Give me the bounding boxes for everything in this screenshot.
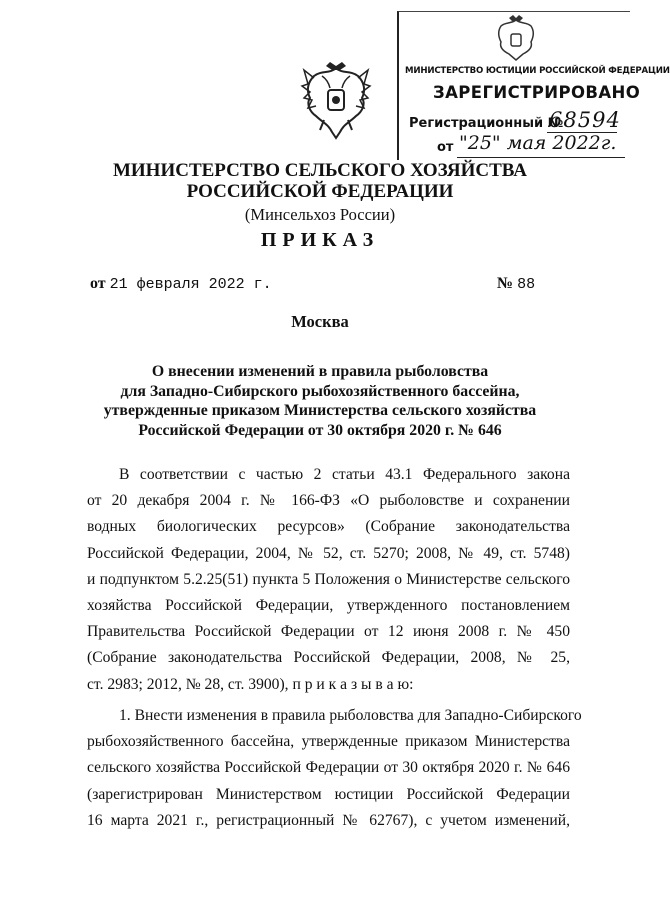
number-value: 88 <box>517 276 536 293</box>
paragraph-line: (зарегистрирован Министерством юстиции Российской Федерации <box>87 785 570 803</box>
paragraph-line: водных биологических ресурсов» (Собрание законодательства <box>87 518 570 536</box>
paragraph-line: 16 марта 2021 г., регистрационный № 62767), с учетом изменений, <box>87 811 570 829</box>
order-date <box>90 275 272 293</box>
order-number <box>497 275 535 293</box>
paragraph-line: Российской Федерации, 2004, № 52, ст. 5270; 2008, № 49, ст. 5748) <box>87 544 570 562</box>
number-prefix: № <box>497 275 514 292</box>
city: Москва <box>291 312 349 331</box>
stamp-date-underline <box>457 157 625 158</box>
stamp-reg-label: Регистрационный № <box>409 116 564 131</box>
stamp-from-label: от <box>437 140 454 155</box>
paragraph-line: хозяйства Российской Федерации, утвержденного постановлением <box>87 596 570 614</box>
paragraph-line: Правительства Российской Федерации от 12 июня 2008 г. № 450 <box>87 623 570 641</box>
paragraph-line: и подпунктом 5.2.25(51) пункта 5 Положения о Министерстве сельского <box>87 570 570 588</box>
stamp-handwritten-date: "25" мая 2022г. <box>459 132 617 154</box>
date-value: 21 февраля 2022 г. <box>109 276 272 293</box>
stamp-emblem-icon <box>493 14 539 62</box>
registration-stamp <box>397 11 670 160</box>
document-type: ПРИКАЗ <box>260 229 380 251</box>
ministry-name <box>0 160 640 202</box>
paragraph-line: (Собрание законодательства Российской Федерации, 2008, № 25, <box>87 649 570 667</box>
ministry-line-2: РОССИЙСКОЙ ФЕДЕРАЦИИ <box>186 181 454 202</box>
paragraph-1 <box>87 462 570 698</box>
subject-line: утвержденные приказом Министерства сельского хозяйства <box>103 402 537 419</box>
ministry-line-1: МИНИСТЕРСТВО СЕЛЬСКОГО ХОЗЯЙСТВА <box>112 160 528 181</box>
paragraph-2 <box>87 703 582 834</box>
paragraph-line: 1. Внести изменения в правила рыболовства для Западно-Сибирского <box>119 707 582 724</box>
paragraph-line: ст. 2983; 2012, № 28, ст. 3900), п р и к а з ы в а ю: <box>87 675 414 693</box>
subject-line: О внесении изменений в правила рыболовства <box>151 363 489 380</box>
subject-line: Российской Федерации от 30 октября 2020 г. № 646 <box>138 421 502 439</box>
paragraph-line: от 20 декабря 2004 г. № 166-ФЗ «О рыболовстве и сохранении <box>87 492 570 510</box>
stamp-reg-number: 68594 <box>549 108 621 132</box>
stamp-registered: ЗАРЕГИСТРИРОВАНО <box>433 83 641 102</box>
stamp-ministry: МИНИСТЕРСТВО ЮСТИЦИИ РОССИЙСКОЙ ФЕДЕРАЦИИ <box>405 66 670 76</box>
paragraph-line: сельского хозяйства Российской Федерации от 30 октября 2020 г. № 646 <box>87 759 570 777</box>
state-emblem-icon <box>300 60 372 140</box>
paragraph-line: В соответствии с частью 2 статьи 43.1 Федерального закона <box>119 466 570 483</box>
date-prefix: от <box>90 275 106 292</box>
paragraph-line: рыбохозяйственного бассейна, утвержденные приказом Министерства <box>87 733 570 751</box>
subject-line: для Западно-Сибирского рыбохозяйственного бассейна, <box>120 382 520 400</box>
order-subject <box>0 362 640 440</box>
ministry-short-name: (Минсельхоз России) <box>244 205 396 224</box>
